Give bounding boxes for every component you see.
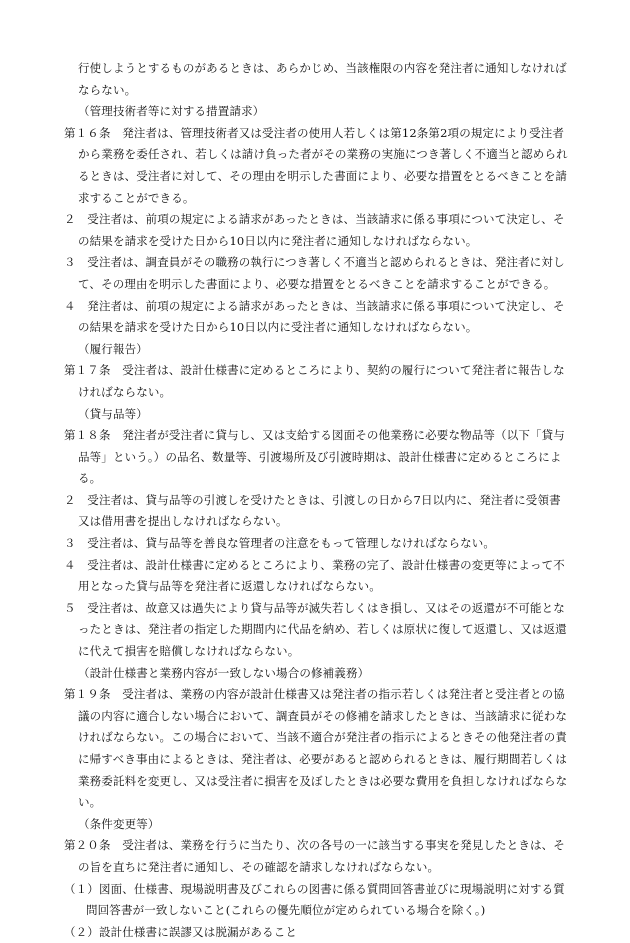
article-17: 第１７条 受注者は、設計仕様書に定めるところにより、契約の履行について発注者に報告しなければならない。: [64, 363, 565, 399]
article-caption: （条件変更等）: [78, 816, 160, 831]
article-19: 第１９条 受注者は、業務の内容が設計仕様書又は発注者の指示若しくは発注者と受注者との協議の内容に適合しない場合において、調査員がその修補を請求したときは、当該請求に従わなければならない。この場合において、当該不適合が発注者の指示によるときその他発注者の責に帰すべき事由によるときは、発注者は、必要があると認められるときは、履行期間若しくは業務委託料を変更し、又は受注者に損害を及ぼしたときは必要な費用を負担しなければならない。: [64, 687, 568, 810]
paragraph: ２ 受注者は、前項の規定による請求があったときは、当該請求に係る事項について決定し、その結果を請求を受けた日から10日以内に発注者に通知しなければならない。: [64, 212, 565, 248]
article-18: 第１８条 発注者が受注者に貸与し、又は支給する図面その他業務に必要な物品等（以下「貸与品等」という。）の品名、数量等、引渡場所及び引渡時期は、設計仕様書に定めるところによる。: [64, 428, 565, 486]
list-item: （２）設計仕様書に誤謬又は脱漏があること: [64, 924, 297, 939]
paragraph: ４ 受注者は、設計仕様書に定めるところにより、業務の完了、設計仕様書の変更等によって不用となった貸与品等を発注者に返還しなければならない。: [64, 557, 565, 594]
document-body: [0, 58, 630, 943]
paragraph: ２ 受注者は、貸与品等の引渡しを受けたときは、引渡しの日から7日以内に、発注者に受領書又は借用書を提出しなければならない。: [64, 492, 561, 529]
article-caption: （設計仕様書と業務内容が一致しない場合の修補義務）: [78, 665, 370, 680]
paragraph: ４ 発注者は、前項の規定による請求があったときは、当該請求に係る事項について決定し、その結果を請求を受けた日から10日以内に受注者に通知しなければならない。: [64, 298, 565, 335]
paragraph: ３ 受注者は、貸与品等を善良な管理者の注意をもって管理しなければならない。: [64, 536, 496, 551]
article-16: 第１６条 発注者は、管理技術者又は受注者の使用人若しくは第12条第2項の規定により受注者から業務を委任され、若しくは請け負った者がその業務の実施につき著しく不適当と認められるときは、受注者に対して、その理由を明示した書面により、必要な措置をとるべきことを請求することができる。: [64, 125, 568, 205]
article-20: 第２０条 受注者は、業務を行うに当たり、次の各号の一に該当する事実を発見したときは、その旨を直ちに発注者に通知し、その確認を請求しなければならない。: [64, 838, 565, 874]
article-caption: （履行報告）: [78, 341, 148, 356]
continuation-paragraph: 行使しようとするものがあるときは、あらかじめ、当該権限の内容を発注者に通知しなければならない。: [78, 61, 567, 97]
paragraph: ５ 受注者は、故意又は過失により貸与品等が滅失若しくはき損し、又はその返還が不可能となったときは、発注者の指定した期間内に代品を納め、若しくは原状に復して返還し、又は返還に代えて損害を賠償しなければならない。: [64, 600, 567, 659]
paragraph: ３ 受注者は、調査員がその職務の執行につき著しく不適当と認められるときは、発注者に対して、その理由を明示した書面により、必要な措置をとるべきことを請求することができる。: [64, 255, 565, 291]
list-item: （１）図面、仕様書、現場説明書及びこれらの図書に係る質問回答書並びに現場説明に対する質問回答書が一致しないこと(これらの優先順位が定められている場合を除く。): [64, 881, 565, 918]
article-caption: （貸与品等）: [78, 406, 148, 421]
article-caption: （管理技術者等に対する措置請求）: [78, 104, 265, 119]
